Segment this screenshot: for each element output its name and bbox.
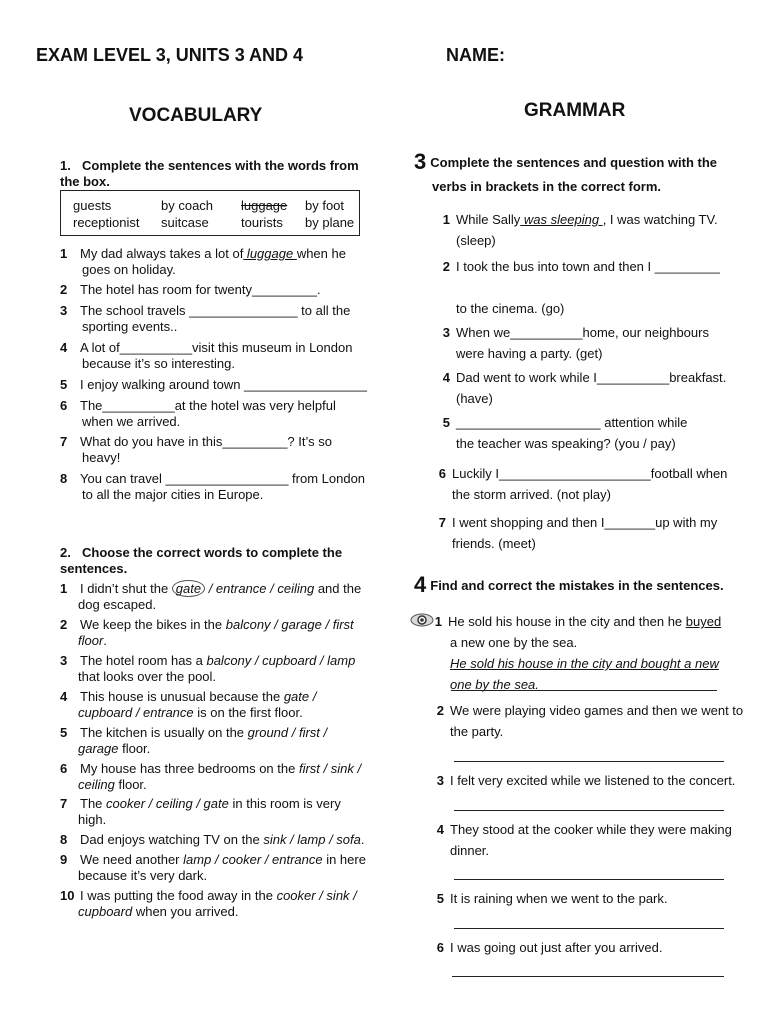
list-item: to the cinema. (go) [456, 301, 565, 316]
list-item: 2 The hotel has room for twenty_________. [60, 282, 321, 297]
answer-line[interactable] [454, 928, 724, 929]
list-item: 9 We need another lamp / cooker / entrance in here because it’s very dark. [60, 852, 366, 883]
word: suitcase [161, 215, 209, 230]
list-item: 1 My dad always takes a lot of luggage when he goes on holiday. [60, 246, 346, 277]
list-item: 5 ____________________ attention while the teacher was speaking? (you / pay) [442, 415, 688, 451]
list-item: 6 Luckily I_____________________football when the storm arrived. (not play) [438, 466, 728, 502]
list-item: 8 You can travel _________________ from London to all the major cities in Europe. [60, 471, 366, 502]
example-answer: one by the sea. [450, 677, 539, 692]
list-item: 7 The cooker / ceiling / gate in this room is very high. [60, 796, 341, 827]
list-item: 7 What do you have in this_________? It’s so heavy! [60, 434, 332, 465]
exercise-number: 1. [60, 158, 71, 173]
word: receptionist [73, 215, 140, 230]
list-item: 3 The school travels _______________ to all the sporting events.. [60, 303, 351, 334]
exercise-2-instruction: 2. Choose the correct words to complete the sentences. [60, 545, 343, 576]
exercise-4-instruction: 4 Find and correct the mistakes in the sentences. [414, 572, 724, 597]
list-item: 2 We were playing video games and then we went to the party. [436, 703, 744, 739]
name-label: NAME: [446, 45, 505, 65]
word-box [60, 190, 360, 236]
list-item: 1 I didn’t shut the gate / entrance / ceiling and the dog escaped. [60, 581, 362, 612]
list-item: 4 Dad went to work while I__________breakfast. (have) [442, 370, 727, 406]
example-answer: He sold his house in the city and bought a new [450, 656, 719, 671]
answer-line[interactable] [454, 810, 724, 811]
answer-line[interactable] [454, 879, 724, 880]
list-item: 4 This house is unusual because the gate / cupboard / entrance is on the first floor. [60, 689, 317, 720]
exercise-number: 2. [60, 545, 71, 560]
list-item: 3 When we__________home, our neighbours were having a party. (get) [442, 325, 709, 361]
word-crossed-out: luggage [241, 198, 288, 213]
exam-title: EXAM LEVEL 3, UNITS 3 AND 4 [36, 45, 304, 65]
word: by coach [161, 198, 214, 213]
list-item: 7 I went shopping and then I_______up with my friends. (meet) [438, 515, 718, 551]
vocabulary-heading: VOCABULARY [129, 105, 263, 126]
answer-line[interactable] [454, 761, 724, 762]
list-item: 5 I enjoy walking around town _________________ [60, 377, 367, 392]
exercise-1-instruction: 1. Complete the sentences with the words from the box. [60, 158, 359, 189]
list-item: 10 I was putting the food away in the cooker / sink / cupboard when you arrived. [60, 888, 357, 919]
word: guests [73, 198, 112, 213]
list-item: 1 While Sally was sleeping , I was watching TV. (sleep) [442, 212, 718, 248]
answer-line [451, 690, 717, 691]
list-item: 6 The__________at the hotel was very helpful when we arrived. [60, 398, 336, 429]
list-item: 5 It is raining when we went to the park. [436, 891, 668, 906]
list-item: 2 I took the bus into town and then I _________ [442, 259, 720, 274]
list-item: 3 The hotel room has a balcony / cupboard / lamp that looks over the pool. [60, 653, 356, 684]
list-item: 3 I felt very excited while we listened to the concert. [436, 773, 736, 788]
exercise-number: 4 [414, 572, 427, 597]
word: tourists [241, 215, 283, 230]
list-item: 6 My house has three bedrooms on the first / sink / ceiling floor. [60, 761, 362, 792]
word: by plane [305, 215, 355, 230]
exercise-number: 3 [414, 149, 427, 174]
answer-line[interactable] [452, 976, 724, 977]
grammar-heading: GRAMMAR [524, 100, 626, 121]
list-item: 6 I was going out just after you arrived. [436, 940, 663, 955]
word: by foot [305, 198, 345, 213]
exercise-3-instruction: 3 Complete the sentences and question with the verbs in brackets in the correct form. [414, 149, 718, 194]
example-item: 1 He sold his house in the city and then he buyed a new one by the sea. He sold his house in the city and bought a new one by the sea. [430, 611, 760, 695]
list-item: 8 Dad enjoys watching TV on the sink / lamp / sofa. [60, 832, 365, 847]
list-item: 2 We keep the bikes in the balcony / garage / first floor. [60, 617, 354, 648]
list-item: 5 The kitchen is usually on the ground / first / garage floor. [60, 725, 328, 756]
list-item: 4 They stood at the cooker while they were making dinner. [436, 822, 732, 858]
circled-answer: gate [172, 580, 205, 597]
list-item: 4 A lot of__________visit this museum in London because it’s so interesting. [60, 340, 353, 371]
